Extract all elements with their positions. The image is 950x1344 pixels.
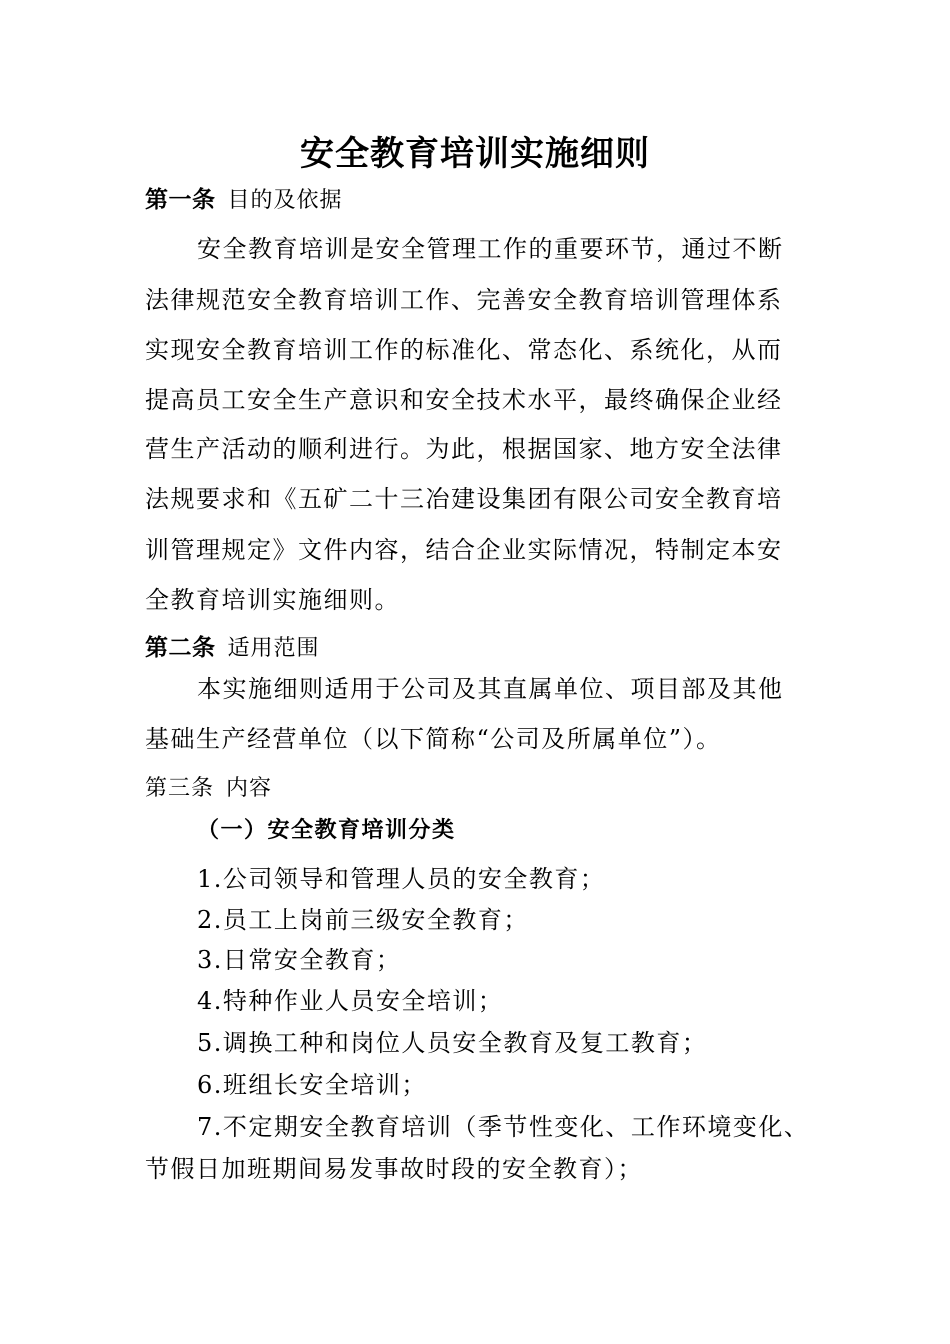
paragraph-line: 本实施细则适用于公司及其直属单位、项目部及其他 <box>197 675 784 703</box>
list-item: 6.班组长安全培训； <box>197 1071 427 1099</box>
paragraph-line: 法规要求和《五矿二十三冶建设集团有限公司安全教育培 <box>145 485 783 513</box>
paragraph-line: 营生产活动的顺利进行。为此，根据国家、地方安全法律 <box>145 435 783 463</box>
article-2-subject: 适用范围 <box>227 636 320 661</box>
article-3-subject: 内容 <box>226 776 273 801</box>
paragraph-line: 全教育培训实施细则。 <box>145 586 400 614</box>
article-2-number: 第二条 <box>145 635 216 661</box>
list-item: 4.特种作业人员安全培训； <box>197 987 504 1015</box>
list-item: 1.公司领导和管理人员的安全教育； <box>197 865 606 893</box>
list-item-continuation: 节假日加班期间易发事故时段的安全教育）； <box>145 1155 643 1183</box>
article-3-number: 第三条 <box>145 776 215 801</box>
article-1-number: 第一条 <box>145 187 216 213</box>
article-3-heading <box>145 770 272 806</box>
document-title: 安全教育培训实施细则 <box>300 134 650 174</box>
article-2-heading <box>145 630 320 666</box>
article-1-heading <box>145 182 343 218</box>
paragraph-line: 安全教育培训是安全管理工作的重要环节，通过不断 <box>197 235 784 263</box>
list-item: 7.不定期安全教育培训（季节性变化、工作环境变化、 <box>197 1113 810 1141</box>
section-heading <box>197 812 456 848</box>
article-1-subject: 目的及依据 <box>227 188 343 213</box>
list-item: 2.员工上岗前三级安全教育； <box>197 906 529 934</box>
list-item: 3.日常安全教育； <box>197 946 402 974</box>
paragraph-line: 法律规范安全教育培训工作、完善安全教育培训管理体系 <box>145 286 783 314</box>
paragraph-line: 实现安全教育培训工作的标准化、常态化、系统化，从而 <box>145 336 783 364</box>
paragraph-line: 提高员工安全生产意识和安全技术水平，最终确保企业经 <box>145 386 783 414</box>
paragraph-line: 训管理规定》文件内容，结合企业实际情况，特制定本安 <box>145 536 783 564</box>
list-item: 5.调换工种和岗位人员安全教育及复工教育； <box>197 1029 708 1057</box>
paragraph-line: 基础生产经营单位（以下简称“公司及所属单位”）。 <box>145 725 722 753</box>
section-1-title: （一）安全教育培训分类 <box>197 818 456 843</box>
